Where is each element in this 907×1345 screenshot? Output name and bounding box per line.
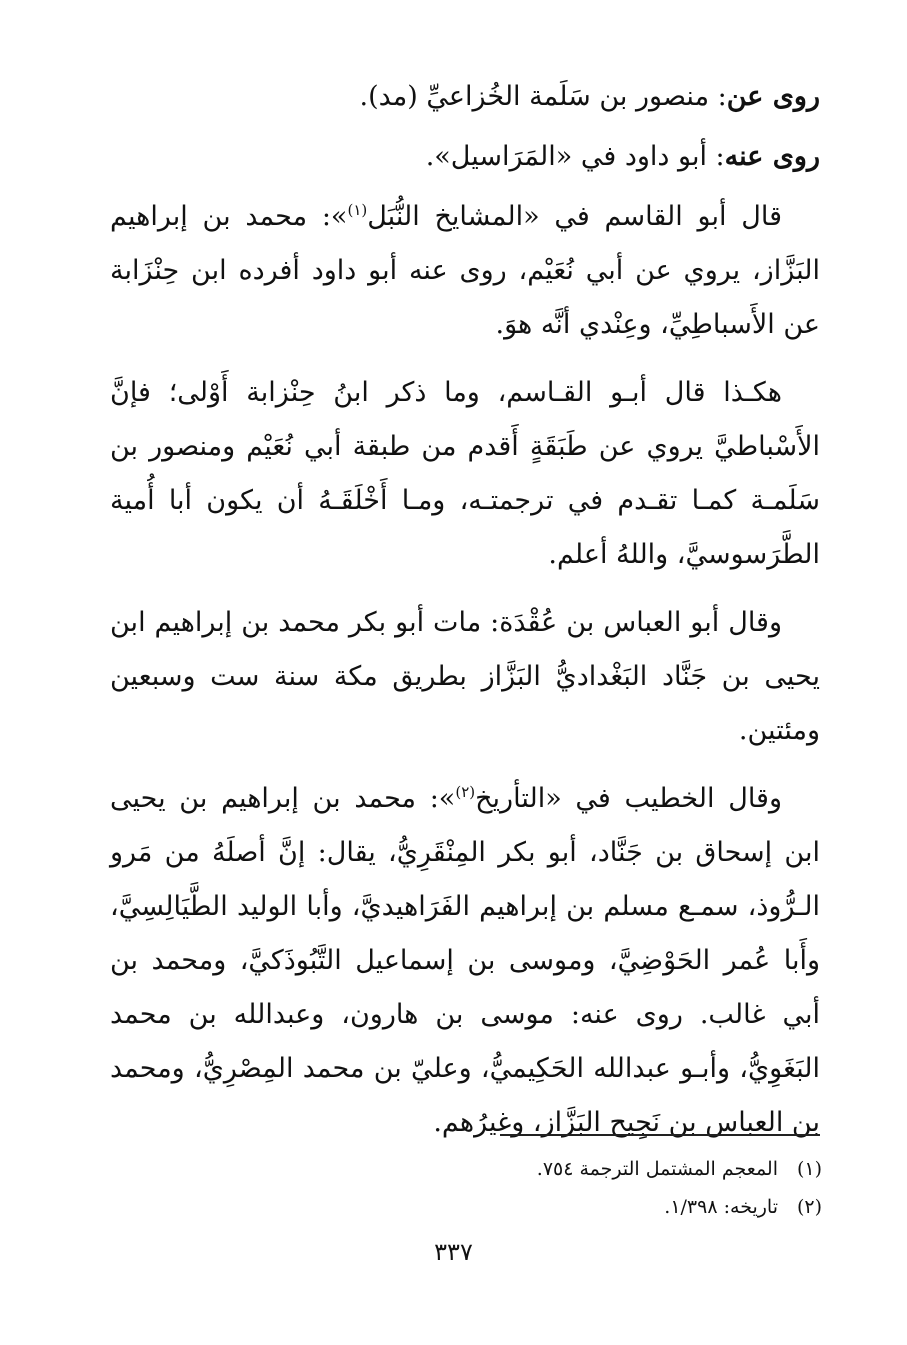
footnote-ref-1: (١) xyxy=(347,201,368,219)
footnote-1 xyxy=(300,1150,822,1188)
footnotes xyxy=(300,1150,822,1226)
paragraph-4-end: »: محمد بن إبراهيم بن يحيى ابن إسحاق بن جَنَّاد، أبو بكر المِنْقَرِيُّ، يقال: إنَّ أصلَهُ من مَرو الـرُّوذ، سمـع مسلم بن إبراهيم الفَرَاهيديَّ، وأبا الوليد الطَّيَالِسِيَّ، وأَبا عُمر الحَوْضِيَّ، وموسى بن إسماعيل التَّبُوذَكيَّ، ومحمد بن أبي غالب. روى عنه: موسى بن هارون، وعبدالله بن محمد البَغَوِيُّ، وأبـو عبدالله الحَكِيميُّ، وعليّ بن محمد المِصْرِيُّ، ومحمد بن العباس بن نَجِيح البَزَّاز، وغيرُهم. xyxy=(110,783,820,1138)
body-text xyxy=(110,190,820,1150)
paragraph-hakadha: هكـذا قال أبـو القـاسم، وما ذكر ابنُ حِنْزابة أَوْلى؛ فإنَّ الأَسْباطيَّ يروي عن طَبَقَةٍ أَقدم من طبقة أبي نُعَيْم ومنصور بن سَلَمـة كمـا تقـدم في ترجمتـه، ومـا أَخْلَقَـهُ أن يكون أبا أُمية الطَّرَسوسيَّ، واللهُ أعلم. xyxy=(110,377,820,570)
narrated-from-label: روى عن xyxy=(726,81,820,112)
narrated-by-line xyxy=(110,130,820,184)
footnote-divider xyxy=(500,1134,820,1136)
narrated-from-text: : منصور بن سَلَمة الخُزاعيِّ (مد). xyxy=(359,81,727,112)
narrated-by-label: روى عنه xyxy=(724,141,820,172)
paragraph-4-start: وقال الخطيب في «التأريخ xyxy=(475,783,782,814)
paragraph-ibn-uqda: وقال أبو العباس بن عُقْدَة: مات أبو بكر محمد بن إبراهيم ابن يحيى بن جَنَّاد البَغْداديُّ البَزَّاز بطريق مكة سنة ست وسبعين ومئتين. xyxy=(110,607,820,746)
page-number: ٣٣٧ xyxy=(434,1238,473,1266)
paragraph-1-start: قال أبو القاسم في «المشايخ النُّبَل xyxy=(367,201,783,232)
footnote-text: تاريخه: ١/٣٩٨. xyxy=(664,1196,778,1218)
footnote-ref-2: (٢) xyxy=(455,783,476,801)
footnote-number: (٢) xyxy=(796,1196,822,1218)
paragraph-al-khatib xyxy=(110,772,820,1150)
narrated-by-text: : أبو داود في «المَرَاسيل». xyxy=(425,141,725,172)
narrated-from-line xyxy=(110,70,820,124)
footnote-number: (١) xyxy=(796,1158,822,1180)
footnote-text: المعجم المشتمل الترجمة ٧٥٤. xyxy=(536,1158,778,1180)
footnote-2 xyxy=(300,1188,822,1226)
paragraph-1-end: »: محمد بن إبراهيم البَزَّاز، يروي عن أبي نُعَيْم، روى عنه أبو داود أفرده ابن حِنْزَابة عن الأَسباطِيِّ، وعِنْدي أنَّه هوَ. xyxy=(110,201,820,340)
paragraph-abu-alqasim xyxy=(110,190,820,352)
